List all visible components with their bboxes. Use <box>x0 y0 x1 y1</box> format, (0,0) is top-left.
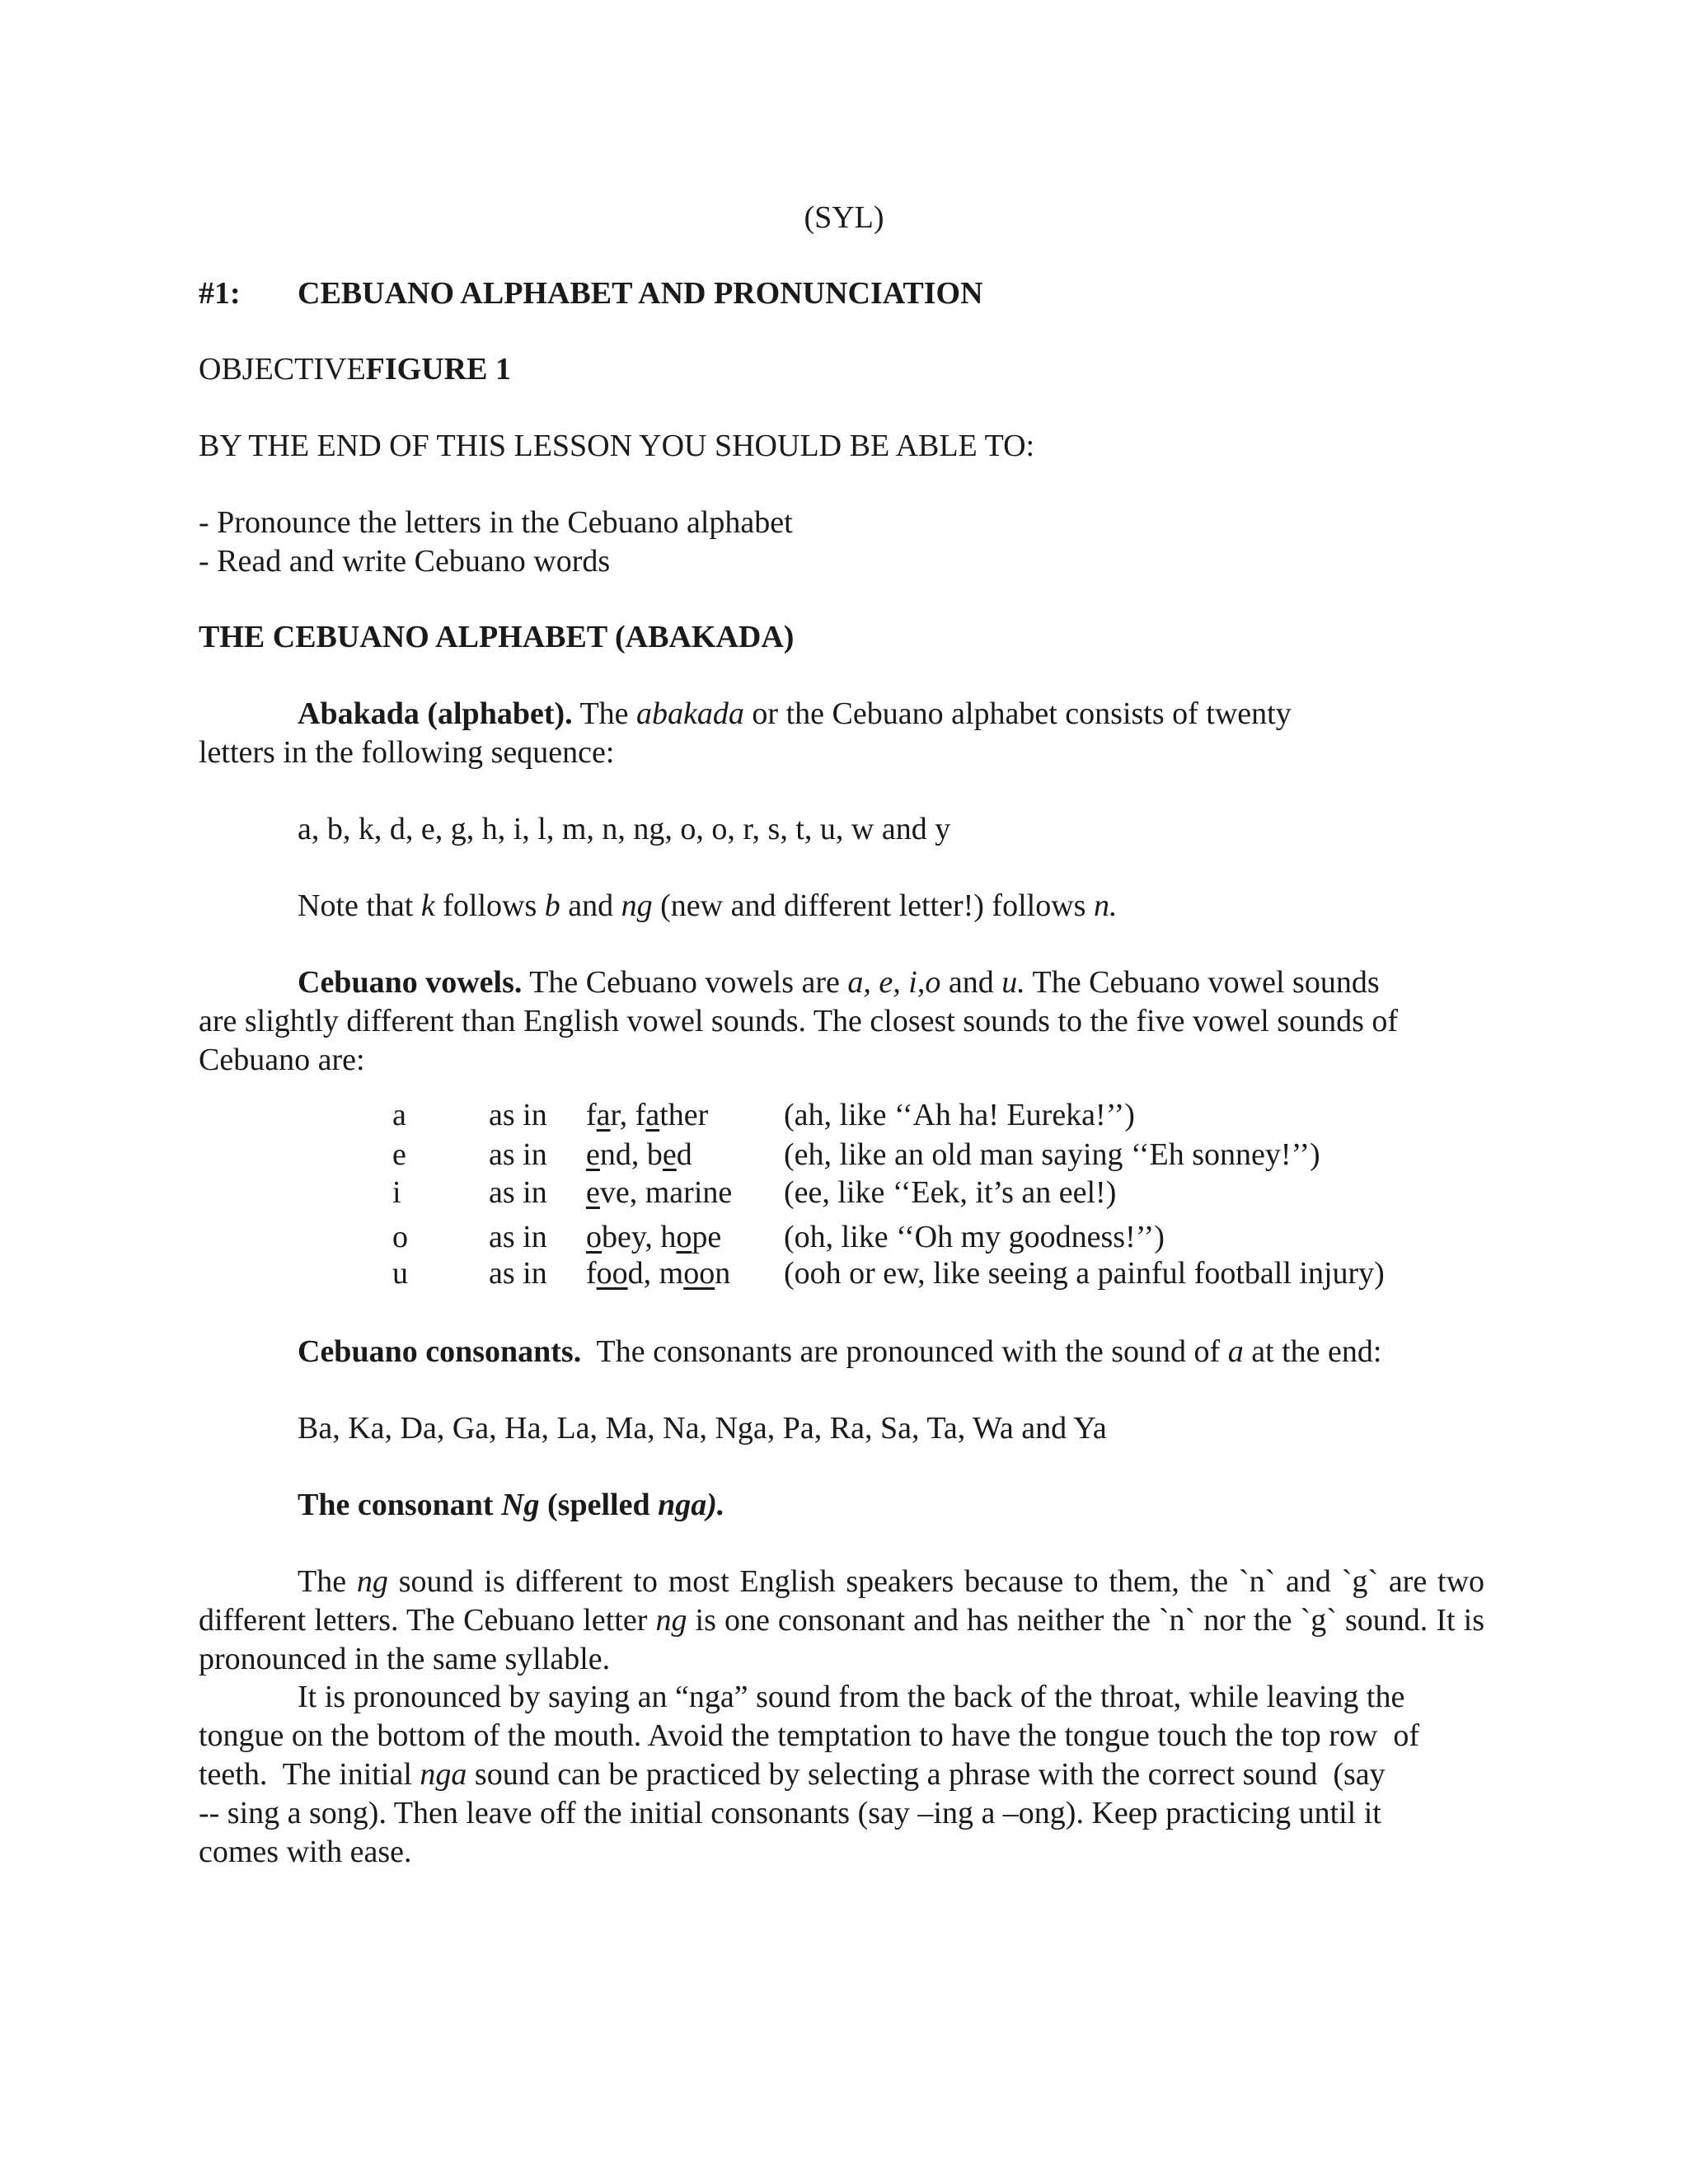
ng-p2-line-3 <box>199 1755 1484 1794</box>
underlined-letters: oo <box>683 1256 715 1291</box>
text-run: marine <box>645 1175 733 1210</box>
vowel-description: (oh, like ‘‘Oh my goodness!’’) <box>784 1220 1165 1254</box>
letter-ng: ng <box>621 888 653 923</box>
vowels-line-3: Cebuano are: <box>199 1043 365 1077</box>
abakada-line-2: letters in the following sequence: <box>199 735 615 770</box>
vowels-lead: Cebuano vowels. <box>298 965 523 1000</box>
vowel-letter: e <box>392 1137 406 1172</box>
text-run: ve <box>599 1175 630 1210</box>
text-run: Ng <box>501 1488 540 1522</box>
figure-label: FIGURE 1 <box>365 352 511 387</box>
letter-a: a <box>1227 1334 1244 1369</box>
ng-p2-line-2: tongue on the bottom of the mouth. Avoid the temptation to have the tongue touch the top row of <box>199 1718 1420 1753</box>
text-run: h <box>660 1220 677 1254</box>
abakada-term: abakada <box>636 696 744 731</box>
ng-paragraph-2 <box>199 1678 1484 1872</box>
ng-p2-line-4: -- sing a song). Then leave off the initial consonants (say –ing a –ong). Keep practicing until it <box>199 1796 1381 1830</box>
text-run: follows <box>434 888 545 923</box>
text-run: r <box>610 1098 620 1132</box>
text-run: Note that <box>298 888 421 923</box>
letter-k: k <box>420 888 435 923</box>
consonants-paragraph <box>298 1333 1381 1371</box>
text-run: d <box>676 1137 692 1172</box>
text-run: The <box>572 696 637 731</box>
vowel-letter: a <box>392 1098 406 1132</box>
objective-item: - Read and write Cebuano words <box>199 544 611 579</box>
underlined-letters: a <box>645 1098 660 1132</box>
text-run: The Cebuano vowel sounds <box>1025 965 1380 1000</box>
underlined-letters: e <box>586 1175 600 1210</box>
letter-n: n. <box>1093 888 1118 923</box>
objective-item: - Pronounce the letters in the Cebuano alphabet <box>199 505 793 540</box>
abakada-line-1 <box>199 695 1484 733</box>
vowel-table <box>0 1096 1688 1302</box>
text-run: , <box>631 1137 647 1172</box>
lesson-title: CEBUANO ALPHABET AND PRONUNCIATION <box>298 276 983 311</box>
underlined-letters: e <box>586 1137 600 1172</box>
vowels-line-1 <box>199 963 1534 1002</box>
text-run: (new and different letter!) follows <box>652 888 1094 923</box>
alphabet-note <box>298 887 1117 926</box>
text-run: or the Cebuano alphabet consists of twenty <box>743 696 1292 731</box>
objective-intro: BY THE END OF THIS LESSON YOU SHOULD BE ABLE TO: <box>199 429 1035 463</box>
text-run: f <box>635 1098 646 1132</box>
ng-paragraph-1 <box>199 1563 1484 1679</box>
vowel-example-words <box>586 1174 732 1212</box>
vowel-description: (ooh or ew, like seeing a painful football injury) <box>784 1256 1385 1291</box>
vowel-as-in: as in <box>489 1256 547 1291</box>
vowel-as-in: as in <box>489 1175 547 1210</box>
vowel-as-in: as in <box>489 1098 547 1132</box>
text-run: f <box>586 1098 597 1132</box>
vowel-letter: i <box>392 1175 401 1210</box>
objective-heading <box>199 350 511 389</box>
underlined-letters: e <box>662 1137 677 1172</box>
abakada-paragraph <box>199 695 1484 772</box>
text-run: , <box>619 1098 635 1132</box>
text-run: and <box>940 965 1002 1000</box>
text-run: pe <box>692 1220 722 1254</box>
text-run: ng <box>356 1564 388 1599</box>
ng-p2-line-5: comes with ease. <box>199 1835 412 1869</box>
section-title: THE CEBUANO ALPHABET (ABAKADA) <box>199 620 795 654</box>
text-run: n <box>715 1256 731 1291</box>
vowel-letter: u <box>392 1256 408 1291</box>
text-run: teeth. The initial <box>199 1757 420 1792</box>
text-run: m <box>659 1256 684 1291</box>
consonant-list: Ba, Ka, Da, Ga, Ha, La, Ma, Na, Nga, Pa, Ra, Sa, Ta, Wa and Ya <box>298 1411 1107 1446</box>
vowel-description: (eh, like an old man saying ‘‘Eh sonney!’’) <box>784 1137 1320 1172</box>
text-run: nga). <box>658 1488 725 1522</box>
text-run: ther <box>659 1098 709 1132</box>
objective-label: OBJECTIVE <box>199 352 366 387</box>
underlined-letters: o <box>676 1220 692 1254</box>
text-run: It is pronounced by saying an “nga” sound from the back of the throat, while leaving the <box>298 1680 1405 1714</box>
abakada-lead: Abakada (alphabet). <box>298 696 573 731</box>
vowel-description: (ah, like ‘‘Ah ha! Eureka!’’) <box>784 1098 1135 1132</box>
text-run: The Cebuano vowels are <box>522 965 848 1000</box>
text-run: , <box>643 1256 659 1291</box>
vowel-as-in: as in <box>489 1220 547 1254</box>
lesson-number: #1: <box>199 276 241 311</box>
text-run: ng <box>655 1603 687 1638</box>
vowel-example-words <box>586 1096 708 1135</box>
text-run: and <box>560 888 621 923</box>
vowel-description: (ee, like ‘‘Eek, it’s an eel!) <box>784 1175 1117 1210</box>
ng-p2-line-1 <box>199 1678 1484 1717</box>
text-run: sound is different to most English speakers because to them, the `n` and `g` are two different letters. The Cebuano letter <box>199 1564 1485 1638</box>
vowel-example-words <box>586 1254 730 1293</box>
ng-heading <box>298 1486 724 1525</box>
alphabet-sequence: a, b, k, d, e, g, h, i, l, m, n, ng, o, o, r, s, t, u, w and y <box>298 812 951 846</box>
text-run: at the end: <box>1243 1334 1382 1369</box>
text-run: , <box>629 1175 645 1210</box>
text-run: bey <box>602 1220 645 1254</box>
lesson-heading <box>199 274 983 313</box>
text-run: (spelled <box>539 1488 659 1522</box>
page-header: (SYL) <box>804 200 884 235</box>
text-run: b <box>646 1137 663 1172</box>
text-run: sound can be practiced by selecting a phrase with the correct sound (say <box>467 1757 1386 1792</box>
text-run: f <box>586 1256 597 1291</box>
underlined-letters: oo <box>596 1256 628 1291</box>
underlined-letters: o <box>586 1220 602 1254</box>
text-run: nd <box>599 1137 631 1172</box>
vowels-line-2: are slightly different than English vowel sounds. The closest sounds to the five vowel sounds of <box>199 1004 1399 1038</box>
underlined-letters: a <box>596 1098 611 1132</box>
text-run: The consonants are pronounced with the sound of <box>581 1334 1228 1369</box>
text-run: nga <box>420 1757 467 1792</box>
consonants-lead: Cebuano consonants. <box>298 1334 582 1369</box>
vowel-u: u. <box>1001 965 1025 1000</box>
vowel-example-words <box>586 1136 692 1174</box>
vowel-list: a, e, i,o <box>847 965 941 1000</box>
text-run: d <box>627 1256 644 1291</box>
vowels-paragraph <box>199 963 1534 1080</box>
vowel-example-words <box>586 1218 721 1257</box>
text-run: , <box>645 1220 661 1254</box>
text-run: The consonant <box>298 1488 502 1522</box>
text-run: is one consonant and has neither the `n` nor the `g` sound. It is pronounced in the same syllable. <box>199 1603 1484 1676</box>
vowel-as-in: as in <box>489 1137 547 1172</box>
text-run: The <box>298 1564 357 1599</box>
letter-b: b <box>544 888 560 923</box>
vowel-letter: o <box>392 1220 408 1254</box>
